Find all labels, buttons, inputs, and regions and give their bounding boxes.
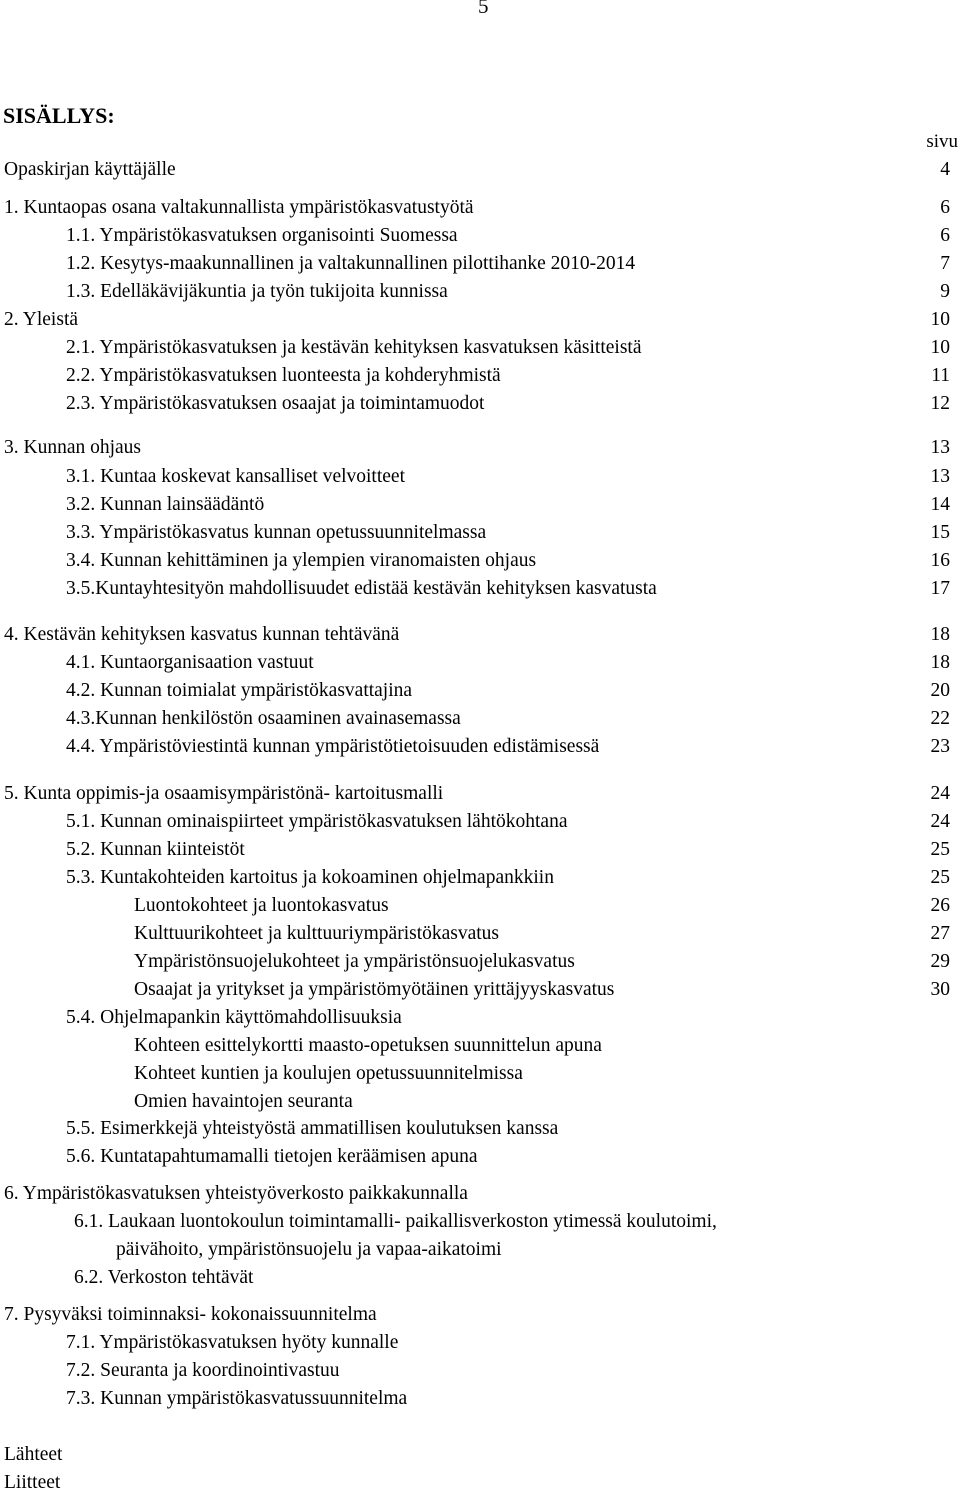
toc-entry-page: 11	[931, 365, 950, 386]
toc-entry-page: 18	[930, 624, 950, 645]
toc-entry	[0, 1209, 960, 1235]
toc-entry-title: Kulttuurikohteet ja kulttuuriympäristökasvatus	[134, 923, 500, 944]
toc-entry-title: Kohteen esittelykortti maasto-opetuksen suunnittelun apuna	[134, 1035, 602, 1056]
toc-entry	[0, 1237, 960, 1263]
toc-entry-title: 4. Kestävän kehityksen kasvatus kunnan tehtävänä	[4, 624, 400, 645]
toc-entry-page: 26	[930, 895, 950, 916]
toc-entry	[0, 622, 960, 648]
toc-entry-title: 5.1. Kunnan ominaispiirteet ympäristökasvatuksen lähtökohtana	[66, 811, 568, 832]
toc-entry-title: 6. Ympäristökasvatuksen yhteistyöverkosto paikkakunnalla	[4, 1183, 468, 1204]
toc-entry-title: 4.3.Kunnan henkilöstön osaaminen avainasemassa	[66, 708, 461, 729]
toc-entry-page: 24	[930, 783, 950, 804]
toc-entry	[0, 391, 960, 417]
toc-entry	[0, 307, 960, 333]
toc-entry-page: 18	[930, 652, 950, 673]
toc-entry	[0, 1033, 960, 1059]
toc-entry	[0, 1061, 960, 1087]
toc-entry	[0, 650, 960, 676]
toc-entry-title: 4.2. Kunnan toimialat ympäristökasvattajina	[66, 680, 413, 701]
toc-entry	[0, 678, 960, 704]
toc-entry-title: päivähoito, ympäristönsuojelu ja vapaa-aikatoimi	[116, 1239, 502, 1260]
toc-entry-title: Lähteet	[4, 1444, 63, 1465]
toc-entry-title: 5.6. Kuntatapahtumamalli tietojen keräämisen apuna	[66, 1146, 478, 1167]
toc-entry-page: 7	[940, 253, 950, 274]
toc-entry	[0, 1470, 960, 1496]
toc-entry	[0, 781, 960, 807]
toc-entry-title: 5. Kunta oppimis-ja osaamisympäristönä- kartoitusmalli	[4, 783, 444, 804]
toc-entry-title: 5.3. Kuntakohteiden kartoitus ja kokoaminen ohjelmapankkiin	[66, 867, 554, 888]
toc-entry-title: 1.3. Edelläkävijäkuntia ja työn tukijoita kunnissa	[66, 281, 448, 302]
toc-entry	[0, 520, 960, 546]
toc-entry-title: Liitteet	[4, 1472, 61, 1493]
toc-entry-title: 2. Yleistä	[4, 309, 79, 330]
toc-entry-page: 6	[940, 225, 950, 246]
toc-entry	[0, 1089, 960, 1115]
toc-entry-title: 7.1. Ympäristökasvatuksen hyöty kunnalle	[66, 1332, 399, 1353]
toc-entry	[0, 576, 960, 602]
toc-entry	[0, 837, 960, 863]
toc-entry	[0, 492, 960, 518]
toc-entry-title: Opaskirjan käyttäjälle	[4, 159, 176, 180]
toc-entry-title: 3.5.Kuntayhtesityön mahdollisuudet edistää kestävän kehityksen kasvatusta	[66, 578, 657, 599]
toc-entry	[0, 949, 960, 975]
toc-entry-page: 13	[930, 466, 950, 487]
toc-entry-title: 4.1. Kuntaorganisaation vastuut	[66, 652, 314, 673]
toc-entry-page: 9	[940, 281, 950, 302]
toc-entry-page: 25	[930, 867, 950, 888]
toc-entry-title: 3.2. Kunnan lainsäädäntö	[66, 494, 265, 515]
toc-entry	[0, 223, 960, 249]
toc-entry	[0, 1116, 960, 1142]
toc-entry	[0, 1302, 960, 1328]
toc-entry	[0, 921, 960, 947]
toc-entry-page: 14	[930, 494, 950, 515]
toc-entry-page: 6	[940, 197, 950, 218]
page-column-label: sivu	[926, 131, 958, 152]
toc-entry-title: 3.4. Kunnan kehittäminen ja ylempien viranomaisten ohjaus	[66, 550, 537, 571]
toc-entry-title: 4.4. Ympäristöviestintä kunnan ympäristötietoisuuden edistämisessä	[66, 736, 600, 757]
toc-entry-title: 1.1. Ympäristökasvatuksen organisointi Suomessa	[66, 225, 458, 246]
toc-entry-title: 1. Kuntaopas osana valtakunnallista ympäristökasvatustyötä	[4, 197, 474, 218]
toc-entry-title: 7.2. Seuranta ja koordinointivastuu	[66, 1360, 340, 1381]
toc-heading: SISÄLLYS:	[3, 103, 115, 128]
toc-entry-title: 7. Pysyväksi toiminnaksi- kokonaissuunnitelma	[4, 1304, 377, 1325]
toc-entry-title: 1.2. Kesytys-maakunnallinen ja valtakunnallinen pilottihanke 2010-2014	[66, 253, 636, 274]
toc-entry	[0, 1265, 960, 1291]
toc-entry-title: 2.1. Ympäristökasvatuksen ja kestävän kehityksen kasvatuksen käsitteistä	[66, 337, 642, 358]
toc-entry-title: 5.4. Ohjelmapankin käyttömahdollisuuksia	[66, 1007, 402, 1028]
toc-entry	[0, 1144, 960, 1170]
toc-entry	[0, 195, 960, 221]
toc-entry-page: 10	[930, 309, 950, 330]
toc-entry	[0, 865, 960, 891]
toc-entry-title: 2.2. Ympäristökasvatuksen luonteesta ja kohderyhmistä	[66, 365, 501, 386]
toc-entry-title: 2.3. Ympäristökasvatuksen osaajat ja toimintamuodot	[66, 393, 485, 414]
toc-entry-page: 12	[930, 393, 950, 414]
toc-entry	[0, 893, 960, 919]
toc-entry-title: 6.2. Verkoston tehtävät	[74, 1267, 254, 1288]
toc-entry	[0, 1386, 960, 1412]
toc-entry	[0, 363, 960, 389]
toc-entry-page: 23	[930, 736, 950, 757]
toc-entry-page: 15	[930, 522, 950, 543]
toc-entry	[0, 1005, 960, 1031]
toc-entry-title: Osaajat ja yritykset ja ympäristömyötäinen yrittäjyyskasvatus	[134, 979, 615, 1000]
toc-entry	[0, 1442, 960, 1468]
toc-entry	[0, 1181, 960, 1207]
toc-entry-page: 27	[930, 923, 950, 944]
toc-entry-title: 3. Kunnan ohjaus	[4, 437, 142, 458]
toc-entry	[0, 279, 960, 305]
toc-entry-title: Luontokohteet ja luontokasvatus	[134, 895, 389, 916]
toc-entry	[0, 706, 960, 732]
toc-entry-page: 17	[930, 578, 950, 599]
toc-entry	[0, 251, 960, 277]
toc-entry-title: 7.3. Kunnan ympäristökasvatussuunnitelma	[66, 1388, 408, 1409]
toc-entry	[0, 734, 960, 760]
toc-entry	[0, 1330, 960, 1356]
toc-entry	[0, 464, 960, 490]
toc-entry	[0, 1358, 960, 1384]
toc-entry-page: 10	[930, 337, 950, 358]
toc-entry	[0, 977, 960, 1003]
toc-entry-page: 16	[930, 550, 950, 571]
toc-entry-page: 30	[930, 979, 950, 1000]
toc-entry	[0, 809, 960, 835]
toc-entry-title: 3.1. Kuntaa koskevat kansalliset velvoitteet	[66, 466, 405, 487]
toc-entry-page: 29	[930, 951, 950, 972]
page-number: 5	[478, 0, 489, 18]
toc-entry-page: 4	[940, 159, 950, 180]
toc-entry-page: 24	[930, 811, 950, 832]
toc-entry-title: Kohteet kuntien ja koulujen opetussuunnitelmissa	[134, 1063, 523, 1084]
toc-entry-page: 22	[930, 708, 950, 729]
toc-entry	[0, 435, 960, 461]
toc-entry-title: Omien havaintojen seuranta	[134, 1091, 353, 1112]
toc-entry	[0, 157, 960, 183]
toc-entry-title: 3.3. Ympäristökasvatus kunnan opetussuunnitelmassa	[66, 522, 487, 543]
toc-entry-page: 25	[930, 839, 950, 860]
toc-entry	[0, 335, 960, 361]
toc-entry-title: 5.2. Kunnan kiinteistöt	[66, 839, 245, 860]
toc-entry-title: Ympäristönsuojelukohteet ja ympäristönsuojelukasvatus	[134, 951, 575, 972]
toc-entry-title: 5.5. Esimerkkejä yhteistyöstä ammatillisen koulutuksen kanssa	[66, 1118, 559, 1139]
toc-entry-page: 13	[930, 437, 950, 458]
toc-entry-title: 6.1. Laukaan luontokoulun toimintamalli- paikallisverkoston ytimessä koulutoimi,	[74, 1211, 717, 1232]
toc-entry	[0, 548, 960, 574]
toc-entry-page: 20	[930, 680, 950, 701]
